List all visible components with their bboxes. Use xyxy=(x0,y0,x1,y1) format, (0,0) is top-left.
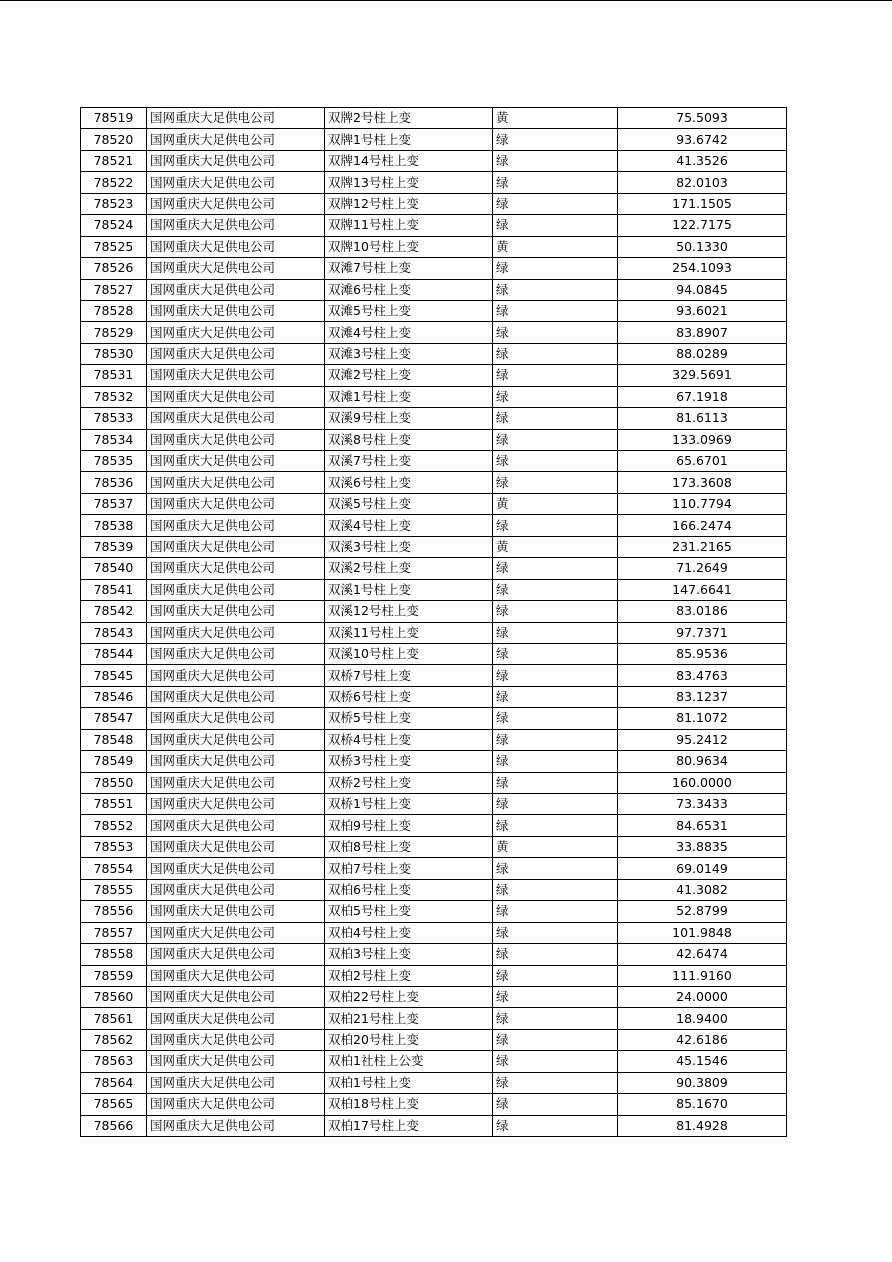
value-cell: 85.1670 xyxy=(618,1094,787,1115)
status-color-cell: 绿 xyxy=(493,772,618,793)
table-row xyxy=(81,622,787,643)
table-row xyxy=(81,579,787,600)
status-color-cell: 绿 xyxy=(493,408,618,429)
table-row xyxy=(81,772,787,793)
record-id-cell: 78566 xyxy=(81,1115,147,1136)
value-cell: 50.1330 xyxy=(618,236,787,257)
status-color-cell: 绿 xyxy=(493,1094,618,1115)
value-cell: 85.9536 xyxy=(618,643,787,664)
company-cell: 国网重庆大足供电公司 xyxy=(147,922,325,943)
company-cell: 国网重庆大足供电公司 xyxy=(147,129,325,150)
record-id-cell: 78521 xyxy=(81,150,147,171)
table-row xyxy=(81,686,787,707)
status-color-cell: 黄 xyxy=(493,236,618,257)
value-cell: 110.7794 xyxy=(618,493,787,514)
table-row xyxy=(81,879,787,900)
value-cell: 111.9160 xyxy=(618,965,787,986)
record-id-cell: 78540 xyxy=(81,558,147,579)
record-id-cell: 78537 xyxy=(81,493,147,514)
company-cell: 国网重庆大足供电公司 xyxy=(147,879,325,900)
transformer-name-cell: 双柏4号柱上变 xyxy=(325,922,493,943)
transformer-name-cell: 双柏6号柱上变 xyxy=(325,879,493,900)
table-row xyxy=(81,794,787,815)
record-id-cell: 78550 xyxy=(81,772,147,793)
status-color-cell: 绿 xyxy=(493,708,618,729)
company-cell: 国网重庆大足供电公司 xyxy=(147,1008,325,1029)
company-cell: 国网重庆大足供电公司 xyxy=(147,1094,325,1115)
status-color-cell: 绿 xyxy=(493,258,618,279)
status-color-cell: 绿 xyxy=(493,343,618,364)
status-color-cell: 绿 xyxy=(493,965,618,986)
transformer-name-cell: 双牌11号柱上变 xyxy=(325,215,493,236)
value-cell: 52.8799 xyxy=(618,901,787,922)
table-row xyxy=(81,708,787,729)
company-cell: 国网重庆大足供电公司 xyxy=(147,493,325,514)
value-cell: 90.3809 xyxy=(618,1072,787,1093)
status-color-cell: 绿 xyxy=(493,429,618,450)
status-color-cell: 绿 xyxy=(493,193,618,214)
company-cell: 国网重庆大足供电公司 xyxy=(147,1051,325,1072)
transformer-name-cell: 双牌1号柱上变 xyxy=(325,129,493,150)
status-color-cell: 绿 xyxy=(493,322,618,343)
table-row xyxy=(81,643,787,664)
transformer-name-cell: 双滩7号柱上变 xyxy=(325,258,493,279)
status-color-cell: 绿 xyxy=(493,300,618,321)
value-cell: 83.4763 xyxy=(618,665,787,686)
status-color-cell: 绿 xyxy=(493,1051,618,1072)
transformer-name-cell: 双溪1号柱上变 xyxy=(325,579,493,600)
value-cell: 18.9400 xyxy=(618,1008,787,1029)
company-cell: 国网重庆大足供电公司 xyxy=(147,815,325,836)
value-cell: 133.0969 xyxy=(618,429,787,450)
transformer-name-cell: 双滩2号柱上变 xyxy=(325,365,493,386)
transformer-name-cell: 双柏21号柱上变 xyxy=(325,1008,493,1029)
company-cell: 国网重庆大足供电公司 xyxy=(147,365,325,386)
transformer-name-cell: 双溪12号柱上变 xyxy=(325,601,493,622)
transformer-name-cell: 双柏9号柱上变 xyxy=(325,815,493,836)
status-color-cell: 绿 xyxy=(493,944,618,965)
status-color-cell: 绿 xyxy=(493,558,618,579)
company-cell: 国网重庆大足供电公司 xyxy=(147,343,325,364)
table-row xyxy=(81,365,787,386)
table-row xyxy=(81,236,787,257)
company-cell: 国网重庆大足供电公司 xyxy=(147,729,325,750)
record-id-cell: 78530 xyxy=(81,343,147,364)
record-id-cell: 78564 xyxy=(81,1072,147,1093)
status-color-cell: 绿 xyxy=(493,601,618,622)
table-row xyxy=(81,172,787,193)
status-color-cell: 绿 xyxy=(493,150,618,171)
record-id-cell: 78551 xyxy=(81,794,147,815)
value-cell: 160.0000 xyxy=(618,772,787,793)
company-cell: 国网重庆大足供电公司 xyxy=(147,686,325,707)
value-cell: 69.0149 xyxy=(618,858,787,879)
status-color-cell: 绿 xyxy=(493,922,618,943)
company-cell: 国网重庆大足供电公司 xyxy=(147,558,325,579)
table-row xyxy=(81,322,787,343)
record-id-cell: 78529 xyxy=(81,322,147,343)
value-cell: 101.9848 xyxy=(618,922,787,943)
record-id-cell: 78533 xyxy=(81,408,147,429)
value-cell: 24.0000 xyxy=(618,986,787,1007)
transformer-name-cell: 双滩5号柱上变 xyxy=(325,300,493,321)
company-cell: 国网重庆大足供电公司 xyxy=(147,322,325,343)
table-row xyxy=(81,193,787,214)
table-row xyxy=(81,279,787,300)
table-row xyxy=(81,751,787,772)
value-cell: 122.7175 xyxy=(618,215,787,236)
table-row xyxy=(81,108,787,129)
table-row xyxy=(81,536,787,557)
record-id-cell: 78557 xyxy=(81,922,147,943)
record-id-cell: 78524 xyxy=(81,215,147,236)
value-cell: 67.1918 xyxy=(618,386,787,407)
record-id-cell: 78541 xyxy=(81,579,147,600)
record-id-cell: 78563 xyxy=(81,1051,147,1072)
value-cell: 81.1072 xyxy=(618,708,787,729)
record-id-cell: 78525 xyxy=(81,236,147,257)
company-cell: 国网重庆大足供电公司 xyxy=(147,772,325,793)
transformer-name-cell: 双柏22号柱上变 xyxy=(325,986,493,1007)
value-cell: 65.6701 xyxy=(618,451,787,472)
status-color-cell: 绿 xyxy=(493,751,618,772)
value-cell: 231.2165 xyxy=(618,536,787,557)
record-id-cell: 78560 xyxy=(81,986,147,1007)
record-id-cell: 78548 xyxy=(81,729,147,750)
value-cell: 171.1505 xyxy=(618,193,787,214)
table-row xyxy=(81,515,787,536)
transformer-name-cell: 双柏18号柱上变 xyxy=(325,1094,493,1115)
company-cell: 国网重庆大足供电公司 xyxy=(147,836,325,857)
record-id-cell: 78545 xyxy=(81,665,147,686)
transformer-name-cell: 双溪3号柱上变 xyxy=(325,536,493,557)
transformer-name-cell: 双溪11号柱上变 xyxy=(325,622,493,643)
company-cell: 国网重庆大足供电公司 xyxy=(147,451,325,472)
transformer-name-cell: 双桥7号柱上变 xyxy=(325,665,493,686)
status-color-cell: 绿 xyxy=(493,1029,618,1050)
company-cell: 国网重庆大足供电公司 xyxy=(147,515,325,536)
company-cell: 国网重庆大足供电公司 xyxy=(147,236,325,257)
value-cell: 75.5093 xyxy=(618,108,787,129)
status-color-cell: 绿 xyxy=(493,172,618,193)
value-cell: 42.6474 xyxy=(618,944,787,965)
value-cell: 94.0845 xyxy=(618,279,787,300)
company-cell: 国网重庆大足供电公司 xyxy=(147,279,325,300)
transformer-name-cell: 双溪8号柱上变 xyxy=(325,429,493,450)
table-row xyxy=(81,836,787,857)
transformer-name-cell: 双溪7号柱上变 xyxy=(325,451,493,472)
transformer-name-cell: 双牌13号柱上变 xyxy=(325,172,493,193)
record-id-cell: 78552 xyxy=(81,815,147,836)
value-cell: 93.6742 xyxy=(618,129,787,150)
record-id-cell: 78536 xyxy=(81,472,147,493)
transformer-name-cell: 双牌14号柱上变 xyxy=(325,150,493,171)
record-id-cell: 78538 xyxy=(81,515,147,536)
transformer-name-cell: 双滩3号柱上变 xyxy=(325,343,493,364)
value-cell: 41.3526 xyxy=(618,150,787,171)
value-cell: 84.6531 xyxy=(618,815,787,836)
status-color-cell: 绿 xyxy=(493,1008,618,1029)
transformer-name-cell: 双溪6号柱上变 xyxy=(325,472,493,493)
transformer-name-cell: 双柏1号柱上变 xyxy=(325,1072,493,1093)
company-cell: 国网重庆大足供电公司 xyxy=(147,794,325,815)
company-cell: 国网重庆大足供电公司 xyxy=(147,1072,325,1093)
value-cell: 73.3433 xyxy=(618,794,787,815)
record-id-cell: 78542 xyxy=(81,601,147,622)
table-row xyxy=(81,1094,787,1115)
value-cell: 83.1237 xyxy=(618,686,787,707)
transformer-name-cell: 双柏7号柱上变 xyxy=(325,858,493,879)
status-color-cell: 绿 xyxy=(493,365,618,386)
record-id-cell: 78519 xyxy=(81,108,147,129)
table-row xyxy=(81,665,787,686)
table-body xyxy=(81,108,787,1137)
table-row xyxy=(81,215,787,236)
company-cell: 国网重庆大足供电公司 xyxy=(147,601,325,622)
transformer-name-cell: 双滩1号柱上变 xyxy=(325,386,493,407)
status-color-cell: 绿 xyxy=(493,643,618,664)
status-color-cell: 黄 xyxy=(493,836,618,857)
company-cell: 国网重庆大足供电公司 xyxy=(147,386,325,407)
transformer-name-cell: 双桥3号柱上变 xyxy=(325,751,493,772)
company-cell: 国网重庆大足供电公司 xyxy=(147,1115,325,1136)
table-row xyxy=(81,1115,787,1136)
table-row xyxy=(81,1072,787,1093)
table-row xyxy=(81,986,787,1007)
status-color-cell: 绿 xyxy=(493,579,618,600)
transformer-name-cell: 双桥1号柱上变 xyxy=(325,794,493,815)
record-id-cell: 78526 xyxy=(81,258,147,279)
record-id-cell: 78527 xyxy=(81,279,147,300)
record-id-cell: 78565 xyxy=(81,1094,147,1115)
record-id-cell: 78556 xyxy=(81,901,147,922)
company-cell: 国网重庆大足供电公司 xyxy=(147,258,325,279)
record-id-cell: 78532 xyxy=(81,386,147,407)
company-cell: 国网重庆大足供电公司 xyxy=(147,1029,325,1050)
record-id-cell: 78549 xyxy=(81,751,147,772)
company-cell: 国网重庆大足供电公司 xyxy=(147,193,325,214)
company-cell: 国网重庆大足供电公司 xyxy=(147,858,325,879)
transformer-name-cell: 双柏8号柱上变 xyxy=(325,836,493,857)
value-cell: 173.3608 xyxy=(618,472,787,493)
transformer-name-cell: 双溪4号柱上变 xyxy=(325,515,493,536)
value-cell: 97.7371 xyxy=(618,622,787,643)
table-row xyxy=(81,408,787,429)
transformer-name-cell: 双溪2号柱上变 xyxy=(325,558,493,579)
company-cell: 国网重庆大足供电公司 xyxy=(147,944,325,965)
transformer-name-cell: 双柏5号柱上变 xyxy=(325,901,493,922)
transformer-name-cell: 双溪9号柱上变 xyxy=(325,408,493,429)
status-color-cell: 绿 xyxy=(493,901,618,922)
status-color-cell: 绿 xyxy=(493,1115,618,1136)
status-color-cell: 绿 xyxy=(493,472,618,493)
transformer-name-cell: 双桥6号柱上变 xyxy=(325,686,493,707)
status-color-cell: 绿 xyxy=(493,1072,618,1093)
transformer-name-cell: 双滩4号柱上变 xyxy=(325,322,493,343)
company-cell: 国网重庆大足供电公司 xyxy=(147,751,325,772)
table-row xyxy=(81,601,787,622)
value-cell: 95.2412 xyxy=(618,729,787,750)
table-row xyxy=(81,300,787,321)
status-color-cell: 绿 xyxy=(493,451,618,472)
table-row xyxy=(81,922,787,943)
record-id-cell: 78553 xyxy=(81,836,147,857)
transformer-name-cell: 双牌10号柱上变 xyxy=(325,236,493,257)
table-row xyxy=(81,944,787,965)
record-id-cell: 78520 xyxy=(81,129,147,150)
status-color-cell: 绿 xyxy=(493,879,618,900)
company-cell: 国网重庆大足供电公司 xyxy=(147,300,325,321)
value-cell: 147.6641 xyxy=(618,579,787,600)
status-color-cell: 绿 xyxy=(493,279,618,300)
status-color-cell: 绿 xyxy=(493,386,618,407)
record-id-cell: 78547 xyxy=(81,708,147,729)
value-cell: 45.1546 xyxy=(618,1051,787,1072)
status-color-cell: 绿 xyxy=(493,622,618,643)
company-cell: 国网重庆大足供电公司 xyxy=(147,215,325,236)
transformer-name-cell: 双桥5号柱上变 xyxy=(325,708,493,729)
status-color-cell: 绿 xyxy=(493,129,618,150)
company-cell: 国网重庆大足供电公司 xyxy=(147,472,325,493)
status-color-cell: 黄 xyxy=(493,108,618,129)
value-cell: 81.4928 xyxy=(618,1115,787,1136)
record-id-cell: 78534 xyxy=(81,429,147,450)
transformer-name-cell: 双牌2号柱上变 xyxy=(325,108,493,129)
table-row xyxy=(81,386,787,407)
table-row xyxy=(81,901,787,922)
value-cell: 42.6186 xyxy=(618,1029,787,1050)
status-color-cell: 绿 xyxy=(493,665,618,686)
transformer-name-cell: 双柏17号柱上变 xyxy=(325,1115,493,1136)
status-color-cell: 绿 xyxy=(493,686,618,707)
record-id-cell: 78562 xyxy=(81,1029,147,1050)
record-id-cell: 78561 xyxy=(81,1008,147,1029)
value-cell: 329.5691 xyxy=(618,365,787,386)
table-row xyxy=(81,451,787,472)
transformer-name-cell: 双溪10号柱上变 xyxy=(325,643,493,664)
value-cell: 33.8835 xyxy=(618,836,787,857)
table-row xyxy=(81,815,787,836)
page-top-border xyxy=(0,0,892,1)
table-row xyxy=(81,129,787,150)
table-row xyxy=(81,1029,787,1050)
record-id-cell: 78546 xyxy=(81,686,147,707)
record-id-cell: 78559 xyxy=(81,965,147,986)
transformer-name-cell: 双溪5号柱上变 xyxy=(325,493,493,514)
record-id-cell: 78558 xyxy=(81,944,147,965)
value-cell: 81.6113 xyxy=(618,408,787,429)
company-cell: 国网重庆大足供电公司 xyxy=(147,901,325,922)
company-cell: 国网重庆大足供电公司 xyxy=(147,172,325,193)
company-cell: 国网重庆大足供电公司 xyxy=(147,408,325,429)
record-id-cell: 78554 xyxy=(81,858,147,879)
table-row xyxy=(81,729,787,750)
record-id-cell: 78528 xyxy=(81,300,147,321)
company-cell: 国网重庆大足供电公司 xyxy=(147,665,325,686)
status-color-cell: 绿 xyxy=(493,515,618,536)
transformer-name-cell: 双牌12号柱上变 xyxy=(325,193,493,214)
status-color-cell: 绿 xyxy=(493,794,618,815)
transformer-name-cell: 双柏20号柱上变 xyxy=(325,1029,493,1050)
value-cell: 93.6021 xyxy=(618,300,787,321)
table-row xyxy=(81,858,787,879)
value-cell: 83.0186 xyxy=(618,601,787,622)
transformer-name-cell: 双桥4号柱上变 xyxy=(325,729,493,750)
table-row xyxy=(81,493,787,514)
table-row xyxy=(81,558,787,579)
table-row xyxy=(81,258,787,279)
company-cell: 国网重庆大足供电公司 xyxy=(147,708,325,729)
table-row xyxy=(81,472,787,493)
company-cell: 国网重庆大足供电公司 xyxy=(147,643,325,664)
company-cell: 国网重庆大足供电公司 xyxy=(147,986,325,1007)
record-id-cell: 78531 xyxy=(81,365,147,386)
table-row xyxy=(81,429,787,450)
value-cell: 88.0289 xyxy=(618,343,787,364)
transformer-name-cell: 双柏3号柱上变 xyxy=(325,944,493,965)
table-row xyxy=(81,343,787,364)
company-cell: 国网重庆大足供电公司 xyxy=(147,579,325,600)
record-id-cell: 78539 xyxy=(81,536,147,557)
table-row xyxy=(81,1051,787,1072)
record-id-cell: 78543 xyxy=(81,622,147,643)
status-color-cell: 绿 xyxy=(493,215,618,236)
record-id-cell: 78555 xyxy=(81,879,147,900)
value-cell: 82.0103 xyxy=(618,172,787,193)
table-row xyxy=(81,965,787,986)
company-cell: 国网重庆大足供电公司 xyxy=(147,622,325,643)
transformer-name-cell: 双滩6号柱上变 xyxy=(325,279,493,300)
status-color-cell: 黄 xyxy=(493,536,618,557)
company-cell: 国网重庆大足供电公司 xyxy=(147,108,325,129)
record-id-cell: 78535 xyxy=(81,451,147,472)
transformer-name-cell: 双柏1社柱上公变 xyxy=(325,1051,493,1072)
status-color-cell: 绿 xyxy=(493,815,618,836)
record-id-cell: 78523 xyxy=(81,193,147,214)
company-cell: 国网重庆大足供电公司 xyxy=(147,150,325,171)
transformer-name-cell: 双柏2号柱上变 xyxy=(325,965,493,986)
status-color-cell: 绿 xyxy=(493,729,618,750)
transformer-name-cell: 双桥2号柱上变 xyxy=(325,772,493,793)
value-cell: 41.3082 xyxy=(618,879,787,900)
company-cell: 国网重庆大足供电公司 xyxy=(147,965,325,986)
record-id-cell: 78522 xyxy=(81,172,147,193)
value-cell: 83.8907 xyxy=(618,322,787,343)
status-color-cell: 绿 xyxy=(493,858,618,879)
company-cell: 国网重庆大足供电公司 xyxy=(147,429,325,450)
company-cell: 国网重庆大足供电公司 xyxy=(147,536,325,557)
table-row xyxy=(81,150,787,171)
value-cell: 254.1093 xyxy=(618,258,787,279)
status-color-cell: 黄 xyxy=(493,493,618,514)
status-color-cell: 绿 xyxy=(493,986,618,1007)
table-row xyxy=(81,1008,787,1029)
value-cell: 166.2474 xyxy=(618,515,787,536)
value-cell: 71.2649 xyxy=(618,558,787,579)
data-table xyxy=(80,107,787,1137)
value-cell: 80.9634 xyxy=(618,751,787,772)
record-id-cell: 78544 xyxy=(81,643,147,664)
